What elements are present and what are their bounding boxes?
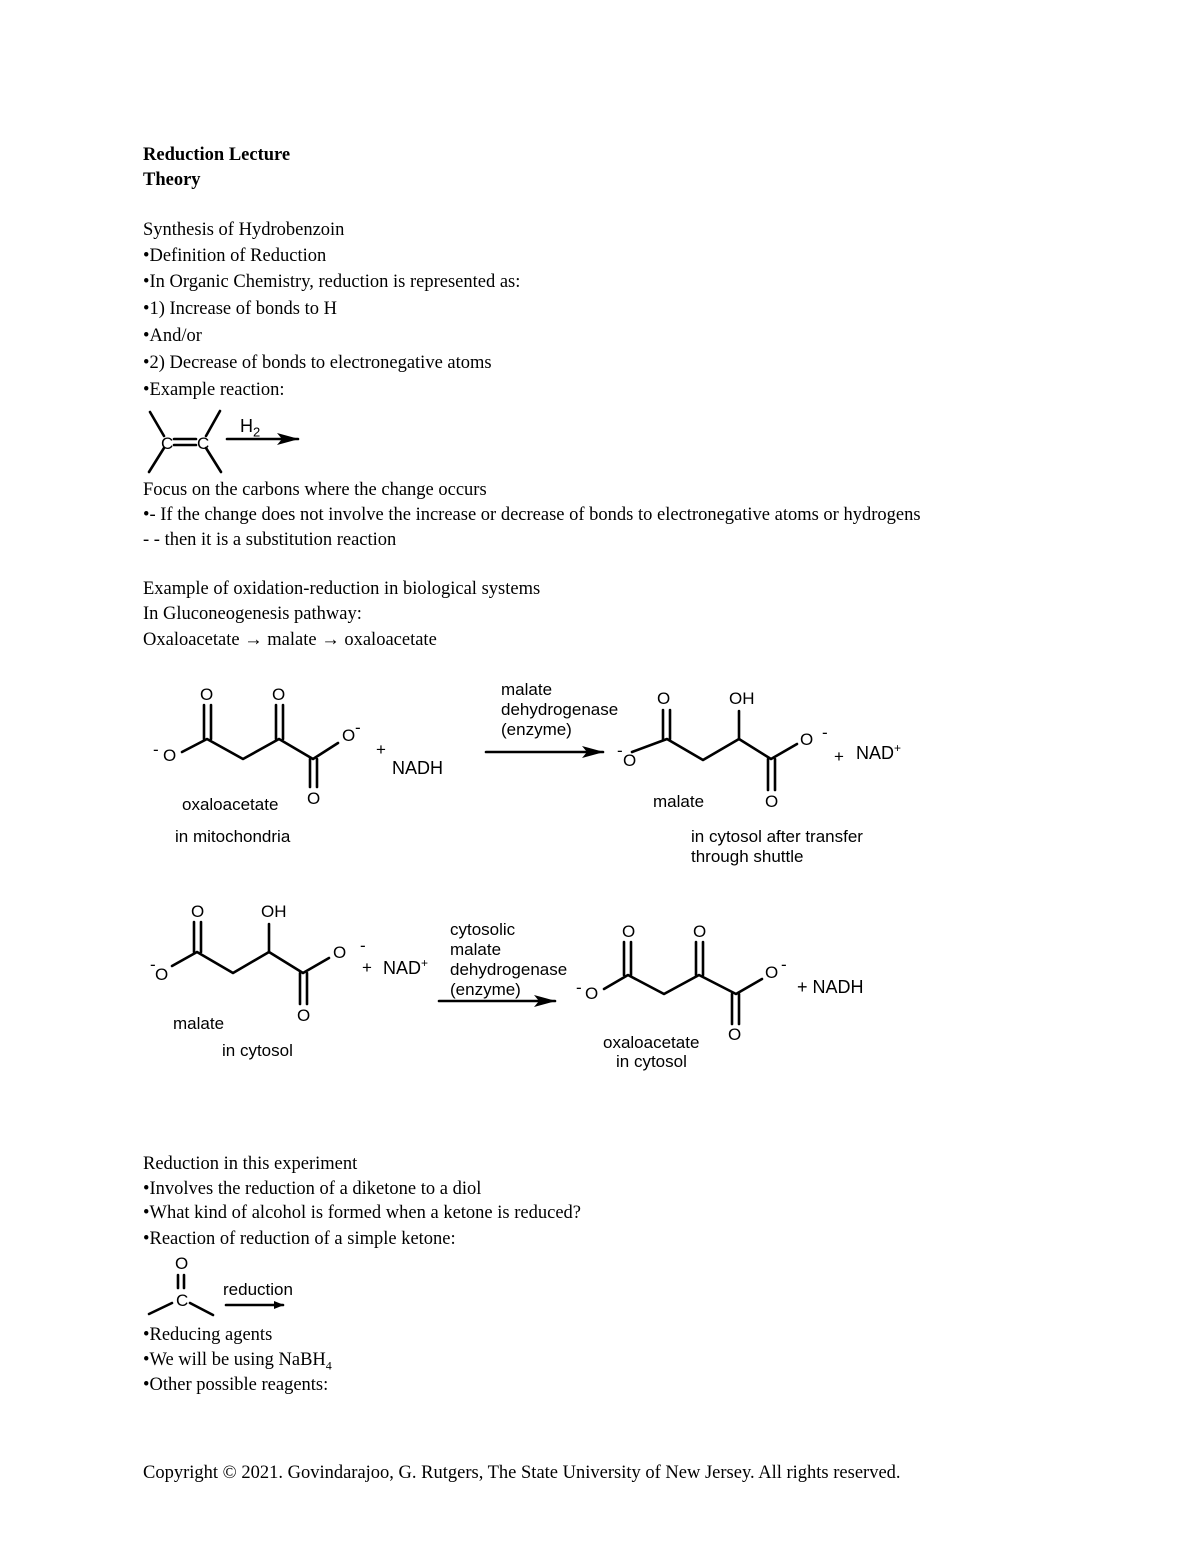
charge-minus: - xyxy=(822,723,828,742)
bullet-item: •- If the change does not involve the increase or decrease of bonds to electronegative atoms or hydrogens xyxy=(143,505,921,525)
text-line: Synthesis of Hydrobenzoin xyxy=(143,220,345,240)
bullet-item: •Definition of Reduction xyxy=(143,246,327,266)
bullet-item: •What kind of alcohol is formed when a ketone is reduced? xyxy=(143,1203,581,1223)
oxygen-atom: O xyxy=(333,943,347,962)
compound-location: in mitochondria xyxy=(175,827,291,846)
enzyme-label: dehydrogenase xyxy=(501,700,619,719)
cofactor-nad: NAD+ xyxy=(856,741,902,763)
oxygen-atom: O xyxy=(163,746,177,765)
enzyme-label: (enzyme) xyxy=(450,980,521,999)
reagent-label: $H_2$ xyxy=(240,416,261,440)
oxygen-atom: O xyxy=(307,789,321,808)
oxygen-atom: O xyxy=(765,792,779,811)
charge-minus: - xyxy=(150,955,156,974)
enzyme-label: malate xyxy=(501,680,553,699)
compound-name: malate xyxy=(653,792,705,811)
text-line: Reduction in this experiment xyxy=(143,1154,358,1174)
compound-name: oxaloacetate xyxy=(182,795,279,814)
oxygen-atom: O xyxy=(623,751,637,770)
hydroxyl-group: OH xyxy=(261,902,287,921)
plus-sign: + xyxy=(362,958,372,977)
text-line: Example of oxidation-reduction in biological systems xyxy=(143,579,541,599)
compound-location: in cytosol xyxy=(222,1041,293,1060)
charge-minus: - xyxy=(576,978,582,997)
oxygen-atom: O xyxy=(297,1006,311,1025)
hydroxyl-group: OH xyxy=(729,689,755,708)
oxygen-atom: O xyxy=(585,984,599,1003)
oxygen-atom: O xyxy=(200,685,214,704)
malate-structure xyxy=(172,922,329,1004)
bullet-item: •Reducing agents xyxy=(143,1325,273,1345)
enzyme-label: (enzyme) xyxy=(501,720,572,739)
charge-minus: - xyxy=(153,740,159,759)
compound-location: through shuttle xyxy=(691,847,804,866)
bullet-item: •Other possible reagents: xyxy=(143,1375,329,1395)
charge-minus: - xyxy=(355,718,361,737)
plus-sign: + xyxy=(376,740,386,759)
reaction-label: reduction xyxy=(223,1280,293,1299)
compound-location: in cytosol xyxy=(616,1052,687,1071)
oxygen-atom: O xyxy=(272,685,286,704)
alkene-carbon-2: C xyxy=(197,434,210,453)
copyright-notice: Copyright © 2021. Govindarajoo, G. Rutgers, The State University of New Jersey. All rights reserved. xyxy=(143,1463,901,1483)
oxygen-atom: O xyxy=(800,730,814,749)
oxygen-atom: O xyxy=(765,963,779,982)
compound-name: malate xyxy=(173,1014,225,1033)
bullet-item: •2) Decrease of bonds to electronegative atoms xyxy=(143,353,492,373)
document-title: Reduction Lecture xyxy=(143,145,291,165)
oxygen-atom: O xyxy=(342,726,356,745)
charge-minus: - xyxy=(360,936,366,955)
enzyme-label: cytosolic xyxy=(450,920,516,939)
oxygen-atom: O xyxy=(622,922,636,941)
bullet-item: •We will be using NaBH$_4$ xyxy=(143,1350,332,1373)
alkene-structure xyxy=(149,411,221,472)
carbon-atom: C xyxy=(176,1291,189,1310)
bullet-item: •Involves the reduction of a diketone to a diol xyxy=(143,1179,482,1199)
bullet-item: •And/or xyxy=(143,326,202,346)
oxaloacetate-structure xyxy=(182,705,338,787)
cofactor-nadh: NADH xyxy=(392,758,444,778)
text-line: In Gluconeogenesis pathway: xyxy=(143,604,362,624)
enzyme-label: dehydrogenase xyxy=(450,960,568,979)
oxaloacetate-structure xyxy=(604,942,762,1024)
malate-structure xyxy=(632,710,797,790)
charge-minus: - xyxy=(617,741,623,760)
oxygen-atom: O xyxy=(657,689,671,708)
cofactor-nadh: + NADH xyxy=(797,977,864,997)
bullet-item: •Reaction of reduction of a simple ketone: xyxy=(143,1229,456,1249)
text-line: Oxaloacetate → malate → oxaloacetate xyxy=(143,630,437,650)
cofactor-nad: NAD+ xyxy=(383,956,429,978)
oxygen-atom: O xyxy=(155,965,169,984)
oxygen-atom: O xyxy=(191,902,205,921)
bullet-item: •Example reaction: xyxy=(143,380,285,400)
bullet-item: •1) Increase of bonds to H xyxy=(143,299,337,319)
oxygen-atom: O xyxy=(728,1025,742,1044)
compound-name: oxaloacetate xyxy=(603,1033,700,1052)
text-line: Focus on the carbons where the change occurs xyxy=(143,480,487,500)
alkene-carbon-1: C xyxy=(161,434,174,453)
oxygen-atom: O xyxy=(175,1254,189,1273)
bullet-item: •In Organic Chemistry, reduction is represented as: xyxy=(143,272,521,292)
text-line: - - then it is a substitution reaction xyxy=(143,530,397,550)
oxygen-atom: O xyxy=(693,922,707,941)
plus-sign: + xyxy=(834,747,844,766)
document-subtitle: Theory xyxy=(143,170,201,190)
charge-minus: - xyxy=(781,955,787,974)
compound-location: in cytosol after transfer xyxy=(691,827,863,846)
enzyme-label: malate xyxy=(450,940,502,959)
